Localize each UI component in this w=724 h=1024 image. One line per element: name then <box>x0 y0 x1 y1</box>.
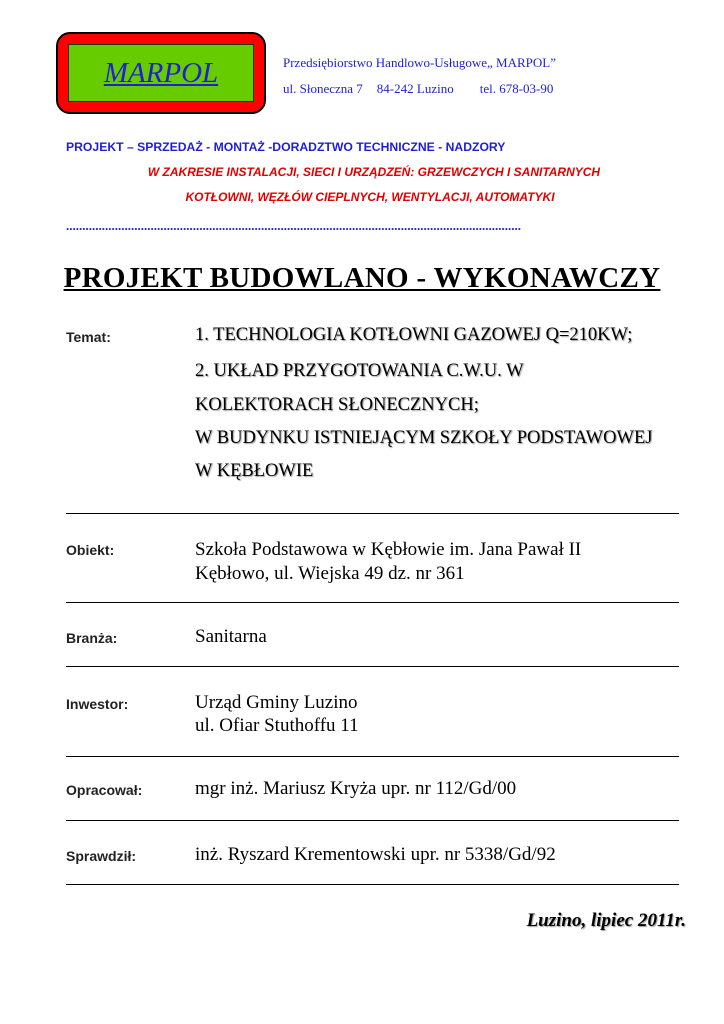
temat-label: Temat: <box>66 329 111 345</box>
branza-label: Branża: <box>66 630 118 646</box>
opracowal-label: Opracował: <box>66 782 143 798</box>
temat-line-4: W BUDYNKU ISTNIEJĄCYM SZKOŁY PODSTAWOWEJ <box>195 428 653 448</box>
divider <box>66 513 679 514</box>
services-scope-line-1: W ZAKRESIE INSTALACJI, SIECI I URZĄDZEŃ: GRZEWCZYCH I SANITARNYCH <box>147 165 601 179</box>
inwestor-line-2: ul. Ofiar Stuthoffu 11 <box>195 715 359 736</box>
document-title: PROJEKT BUDOWLANO - WYKONAWCZY <box>63 262 661 294</box>
branza-value: Sanitarna <box>195 626 267 647</box>
inwestor-line-1: Urząd Gminy Luzino <box>195 692 358 713</box>
divider <box>66 884 679 885</box>
sprawdzil-label: Sprawdził: <box>66 848 137 864</box>
inwestor-label: Inwestor: <box>66 696 129 712</box>
opracowal-value: mgr inż. Mariusz Kryża upr. nr 112/Gd/00 <box>195 778 517 799</box>
place-date: Luzino, lipiec 2011r. <box>526 910 686 931</box>
temat-line-2: 2. UKŁAD PRZYGOTOWANIA C.W.U. W <box>195 361 524 381</box>
company-street: ul. Słoneczna 7 <box>283 81 363 96</box>
divider <box>66 820 679 821</box>
company-name: Przedsiębiorstwo Handlowo-Usługowe„ MARPOL” <box>283 55 556 70</box>
obiekt-line-1: Szkoła Podstawowa w Kębłowie im. Jana Pawał II <box>195 539 582 560</box>
company-phone: tel. 678-03-90 <box>479 81 554 96</box>
sprawdzil-value: inż. Ryszard Krementowski upr. nr 5338/Gd/92 <box>195 844 556 865</box>
obiekt-label: Obiekt: <box>66 542 115 558</box>
logo-text: MARPOL <box>103 56 219 89</box>
divider <box>66 756 679 757</box>
obiekt-line-2: Kębłowo, ul. Wiejska 49 dz. nr 361 <box>195 563 465 584</box>
logo-panel <box>68 44 254 102</box>
temat-line-1: 1. TECHNOLOGIA KOTŁOWNI GAZOWEJ Q=210KW; <box>195 325 633 345</box>
divider <box>66 602 679 603</box>
temat-line-3: KOLEKTORACH SŁONECZNYCH; <box>195 395 479 415</box>
company-postal: 84-242 Luzino <box>376 81 454 96</box>
company-logo <box>56 32 266 114</box>
divider <box>66 666 679 667</box>
dotted-separator: ............................................................................................................................................ <box>66 218 521 233</box>
services-header: PROJEKT – SPRZEDAŻ - MONTAŻ -DORADZTWO TECHNICZNE - NADZORY <box>66 140 506 154</box>
company-address <box>283 81 553 97</box>
temat-line-5: W KĘBŁOWIE <box>195 461 314 481</box>
services-scope-line-2: KOTŁOWNI, WĘZŁÓW CIEPLNYCH, WENTYLACJI, AUTOMATYKI <box>185 190 555 204</box>
